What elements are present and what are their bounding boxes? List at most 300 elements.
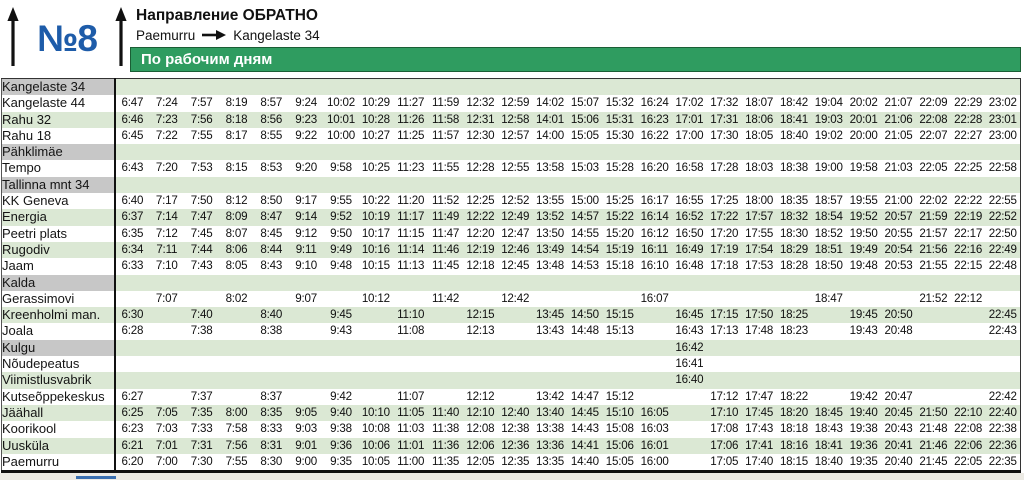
time-cell: 19:50	[846, 226, 881, 242]
time-cell	[602, 144, 637, 160]
time-cell: 8:06	[219, 242, 254, 258]
time-cell	[463, 79, 498, 96]
time-cell: 14:41	[567, 438, 602, 454]
table-row	[2, 128, 1021, 144]
time-cell	[846, 144, 881, 160]
time-cell: 6:30	[115, 307, 150, 323]
time-cell	[219, 307, 254, 323]
time-cell: 11:38	[428, 421, 463, 437]
time-cell: 7:35	[184, 405, 219, 421]
time-cell	[986, 79, 1021, 96]
time-cell: 9:52	[324, 209, 359, 225]
time-cell: 6:47	[115, 95, 150, 111]
time-cell	[289, 275, 324, 291]
up-arrow-icon	[6, 7, 20, 72]
time-cell: 12:30	[463, 128, 498, 144]
time-cell: 12:10	[463, 405, 498, 421]
table-row	[2, 438, 1021, 454]
time-cell: 14:48	[567, 323, 602, 339]
time-cell: 21:45	[916, 454, 951, 472]
time-cell	[951, 177, 986, 193]
time-cell	[986, 356, 1021, 372]
time-cell: 22:36	[986, 438, 1021, 454]
table-row	[2, 112, 1021, 128]
time-cell	[428, 356, 463, 372]
time-cell: 16:41	[672, 356, 707, 372]
time-cell	[463, 291, 498, 307]
time-cell: 14:54	[567, 242, 602, 258]
time-cell	[149, 177, 184, 193]
time-cell	[498, 323, 533, 339]
table-row	[2, 95, 1021, 111]
time-cell: 17:02	[672, 95, 707, 111]
time-cell	[498, 389, 533, 405]
time-cell: 12:46	[498, 242, 533, 258]
time-cell: 8:43	[254, 258, 289, 274]
time-cell: 12:32	[463, 95, 498, 111]
time-cell	[358, 372, 393, 388]
time-cell: 17:08	[707, 421, 742, 437]
time-cell	[637, 389, 672, 405]
table-row	[2, 226, 1021, 242]
time-cell: 22:35	[986, 454, 1021, 472]
time-cell: 14:43	[567, 421, 602, 437]
time-cell: 9:11	[289, 242, 324, 258]
time-cell	[742, 275, 777, 291]
time-cell: 15:05	[567, 128, 602, 144]
time-cell	[672, 421, 707, 437]
time-cell: 19:03	[811, 112, 846, 128]
time-cell	[602, 275, 637, 291]
time-cell: 7:44	[184, 242, 219, 258]
time-cell	[289, 307, 324, 323]
time-cell: 14:00	[533, 128, 568, 144]
time-cell: 7:56	[184, 112, 219, 128]
stop-name-cell: Viimistlusvabrik	[2, 372, 115, 388]
time-cell: 6:46	[115, 112, 150, 128]
time-cell: 16:49	[672, 242, 707, 258]
time-cell: 21:50	[916, 405, 951, 421]
time-cell	[219, 372, 254, 388]
time-cell: 18:22	[777, 389, 812, 405]
time-cell: 15:07	[567, 95, 602, 111]
time-cell: 11:14	[393, 242, 428, 258]
time-cell: 7:50	[184, 193, 219, 209]
time-cell	[428, 372, 463, 388]
time-cell: 18:35	[777, 193, 812, 209]
time-cell: 21:52	[916, 291, 951, 307]
time-cell: 12:36	[498, 438, 533, 454]
time-cell: 22:38	[986, 421, 1021, 437]
time-cell	[324, 356, 359, 372]
time-cell: 16:48	[672, 258, 707, 274]
time-cell	[916, 323, 951, 339]
time-cell: 17:13	[707, 323, 742, 339]
time-cell: 8:05	[219, 258, 254, 274]
time-cell: 11:45	[428, 258, 463, 274]
time-cell	[881, 356, 916, 372]
time-cell: 19:43	[846, 323, 881, 339]
time-cell: 15:08	[602, 421, 637, 437]
time-cell: 6:37	[115, 209, 150, 225]
time-cell	[951, 356, 986, 372]
time-cell: 17:05	[707, 454, 742, 472]
time-cell: 11:23	[393, 160, 428, 176]
time-cell	[986, 291, 1021, 307]
scan-edge	[0, 473, 1024, 480]
table-row	[2, 144, 1021, 160]
time-cell: 18:43	[811, 421, 846, 437]
time-cell	[707, 340, 742, 356]
stop-name-cell: Energia	[2, 209, 115, 225]
time-cell: 17:19	[707, 242, 742, 258]
time-cell: 15:28	[602, 160, 637, 176]
time-cell: 8:33	[254, 421, 289, 437]
time-cell: 10:19	[358, 209, 393, 225]
time-cell: 20:53	[881, 258, 916, 274]
time-cell	[115, 79, 150, 96]
time-cell	[986, 372, 1021, 388]
time-cell: 22:08	[916, 112, 951, 128]
working-days-banner: По рабочим дням	[130, 47, 1021, 72]
time-cell: 19:04	[811, 95, 846, 111]
time-cell: 12:49	[498, 209, 533, 225]
time-cell: 11:15	[393, 226, 428, 242]
time-cell: 18:25	[777, 307, 812, 323]
time-cell	[986, 340, 1021, 356]
time-cell: 13:50	[533, 226, 568, 242]
time-cell: 21:03	[881, 160, 916, 176]
time-cell	[602, 356, 637, 372]
time-cell: 17:12	[707, 389, 742, 405]
time-cell: 7:38	[184, 323, 219, 339]
time-cell: 6:21	[115, 438, 150, 454]
time-cell: 9:03	[289, 421, 324, 437]
time-cell: 21:48	[916, 421, 951, 437]
time-cell	[115, 340, 150, 356]
time-cell: 20:57	[881, 209, 916, 225]
table-row	[2, 340, 1021, 356]
time-cell: 21:00	[881, 193, 916, 209]
time-cell: 17:40	[742, 454, 777, 472]
time-cell: 19:40	[846, 405, 881, 421]
time-cell	[951, 372, 986, 388]
time-cell: 22:45	[986, 307, 1021, 323]
time-cell	[533, 177, 568, 193]
time-cell: 7:20	[149, 160, 184, 176]
time-cell: 12:06	[463, 438, 498, 454]
time-cell: 7:45	[184, 226, 219, 242]
time-cell	[184, 79, 219, 96]
up-arrow-icon	[114, 7, 128, 72]
time-cell: 9:01	[289, 438, 324, 454]
time-cell	[916, 372, 951, 388]
time-cell: 21:56	[916, 242, 951, 258]
time-cell: 14:55	[567, 226, 602, 242]
time-cell	[602, 340, 637, 356]
time-cell: 6:25	[115, 405, 150, 421]
time-cell: 22:29	[951, 95, 986, 111]
time-cell: 15:06	[602, 438, 637, 454]
table-row	[2, 307, 1021, 323]
time-cell	[149, 307, 184, 323]
time-cell: 11:01	[393, 438, 428, 454]
time-cell: 10:06	[358, 438, 393, 454]
time-cell: 18:28	[777, 258, 812, 274]
time-cell: 14:50	[567, 307, 602, 323]
time-cell	[393, 177, 428, 193]
time-cell: 17:47	[742, 389, 777, 405]
time-cell	[951, 389, 986, 405]
time-cell: 11:42	[428, 291, 463, 307]
time-cell	[393, 356, 428, 372]
time-cell: 9:24	[289, 95, 324, 111]
time-cell: 6:28	[115, 323, 150, 339]
time-cell: 11:10	[393, 307, 428, 323]
time-cell: 22:05	[951, 454, 986, 472]
time-cell: 8:07	[219, 226, 254, 242]
stop-name-cell: Pähklimäe	[2, 144, 115, 160]
time-cell: 23:01	[986, 112, 1021, 128]
stop-name-cell: Rahu 32	[2, 112, 115, 128]
time-cell	[881, 177, 916, 193]
time-cell: 17:32	[707, 95, 742, 111]
time-cell	[254, 340, 289, 356]
time-cell: 10:00	[324, 128, 359, 144]
time-cell	[777, 340, 812, 356]
stop-name-cell: Tallinna mnt 34	[2, 177, 115, 193]
time-cell	[358, 177, 393, 193]
time-cell: 9:14	[289, 209, 324, 225]
stop-name-cell: Kulgu	[2, 340, 115, 356]
time-cell	[393, 340, 428, 356]
time-cell: 17:45	[742, 405, 777, 421]
time-cell: 6:40	[115, 193, 150, 209]
time-cell: 19:52	[846, 209, 881, 225]
time-cell: 15:32	[602, 95, 637, 111]
time-cell	[149, 389, 184, 405]
time-cell: 22:48	[986, 258, 1021, 274]
stop-name-cell: Kreenholmi man.	[2, 307, 115, 323]
time-cell	[324, 144, 359, 160]
stop-name-cell: Joala	[2, 323, 115, 339]
time-cell: 20:55	[881, 226, 916, 242]
time-cell: 7:40	[184, 307, 219, 323]
time-cell: 7:53	[184, 160, 219, 176]
time-cell: 9:10	[289, 258, 324, 274]
time-cell: 9:43	[324, 323, 359, 339]
time-cell: 7:55	[219, 454, 254, 472]
time-cell	[672, 79, 707, 96]
time-cell: 19:48	[846, 258, 881, 274]
time-cell: 15:20	[602, 226, 637, 242]
time-cell	[324, 79, 359, 96]
table-row	[2, 275, 1021, 291]
time-cell: 12:38	[498, 421, 533, 437]
time-cell	[428, 275, 463, 291]
time-cell: 13:38	[533, 421, 568, 437]
time-cell	[358, 323, 393, 339]
time-cell: 19:00	[811, 160, 846, 176]
time-cell: 13:49	[533, 242, 568, 258]
time-cell: 17:57	[742, 209, 777, 225]
route-endpoints	[136, 28, 320, 43]
time-cell: 11:58	[428, 112, 463, 128]
time-cell	[811, 340, 846, 356]
time-cell	[742, 177, 777, 193]
time-cell	[428, 389, 463, 405]
time-cell	[149, 323, 184, 339]
time-cell	[951, 323, 986, 339]
time-cell: 16:55	[672, 193, 707, 209]
time-cell: 16:50	[672, 226, 707, 242]
time-cell: 12:08	[463, 421, 498, 437]
time-cell	[846, 340, 881, 356]
time-cell: 11:08	[393, 323, 428, 339]
time-cell: 10:05	[358, 454, 393, 472]
time-cell: 7:12	[149, 226, 184, 242]
time-cell	[115, 275, 150, 291]
time-cell: 11:03	[393, 421, 428, 437]
stop-name-cell: Jäähall	[2, 405, 115, 421]
time-cell	[742, 372, 777, 388]
time-cell	[289, 177, 324, 193]
time-cell	[986, 275, 1021, 291]
time-cell: 6:35	[115, 226, 150, 242]
time-cell: 11:36	[428, 438, 463, 454]
time-cell: 18:06	[742, 112, 777, 128]
time-cell	[289, 356, 324, 372]
time-cell	[916, 389, 951, 405]
time-cell: 7:31	[184, 438, 219, 454]
time-cell: 8:47	[254, 209, 289, 225]
time-cell: 23:00	[986, 128, 1021, 144]
time-cell	[115, 291, 150, 307]
time-cell	[742, 79, 777, 96]
time-cell: 18:40	[811, 454, 846, 472]
time-cell	[637, 79, 672, 96]
time-cell	[533, 79, 568, 96]
time-cell	[672, 291, 707, 307]
time-cell	[254, 79, 289, 96]
time-cell: 22:55	[986, 193, 1021, 209]
time-cell: 11:25	[393, 128, 428, 144]
time-cell: 8:53	[254, 160, 289, 176]
time-cell: 17:43	[742, 421, 777, 437]
timetable-body	[2, 79, 1021, 472]
stop-name-cell: Rugodiv	[2, 242, 115, 258]
time-cell: 10:12	[358, 291, 393, 307]
time-cell: 18:45	[811, 405, 846, 421]
time-cell: 21:06	[881, 112, 916, 128]
time-cell: 6:20	[115, 454, 150, 472]
time-cell: 22:09	[916, 95, 951, 111]
time-cell	[149, 340, 184, 356]
time-cell	[602, 372, 637, 388]
time-cell: 18:51	[811, 242, 846, 258]
time-cell: 8:09	[219, 209, 254, 225]
route-number-block	[6, 6, 128, 72]
time-cell	[637, 144, 672, 160]
time-cell: 16:00	[637, 454, 672, 472]
time-cell: 20:02	[846, 95, 881, 111]
time-cell: 10:01	[324, 112, 359, 128]
time-cell: 16:52	[672, 209, 707, 225]
time-cell: 7:24	[149, 95, 184, 111]
time-cell	[149, 144, 184, 160]
time-cell: 12:13	[463, 323, 498, 339]
time-cell	[811, 79, 846, 96]
time-cell: 7:55	[184, 128, 219, 144]
time-cell: 20:40	[881, 454, 916, 472]
time-cell: 19:36	[846, 438, 881, 454]
time-cell: 18:50	[811, 258, 846, 274]
table-row	[2, 79, 1021, 96]
time-cell: 19:42	[846, 389, 881, 405]
time-cell: 11:20	[393, 193, 428, 209]
time-cell: 18:54	[811, 209, 846, 225]
time-cell: 13:52	[533, 209, 568, 225]
time-cell: 22:40	[986, 405, 1021, 421]
header-titles	[136, 7, 320, 43]
stop-name-cell: Kangelaste 34	[2, 79, 115, 96]
time-cell: 17:00	[672, 128, 707, 144]
time-cell: 14:57	[567, 209, 602, 225]
time-cell: 15:00	[567, 193, 602, 209]
table-row	[2, 389, 1021, 405]
time-cell	[254, 144, 289, 160]
time-cell: 15:18	[602, 258, 637, 274]
time-cell: 13:55	[533, 193, 568, 209]
time-cell	[149, 275, 184, 291]
time-cell	[777, 79, 812, 96]
time-cell	[777, 177, 812, 193]
time-cell: 21:59	[916, 209, 951, 225]
time-cell	[219, 389, 254, 405]
time-cell: 8:45	[254, 226, 289, 242]
time-cell: 22:28	[951, 112, 986, 128]
time-cell	[742, 340, 777, 356]
time-cell: 19:45	[846, 307, 881, 323]
time-cell	[358, 356, 393, 372]
time-cell	[951, 79, 986, 96]
time-cell: 12:12	[463, 389, 498, 405]
time-cell	[219, 79, 254, 96]
time-cell	[811, 177, 846, 193]
time-cell	[463, 340, 498, 356]
time-cell: 21:57	[916, 226, 951, 242]
time-cell: 14:45	[567, 405, 602, 421]
time-cell: 11:26	[393, 112, 428, 128]
time-cell: 7:00	[149, 454, 184, 472]
time-cell	[707, 275, 742, 291]
time-cell: 12:28	[463, 160, 498, 176]
time-cell: 11:46	[428, 242, 463, 258]
time-cell: 22:15	[951, 258, 986, 274]
table-row	[2, 356, 1021, 372]
time-cell: 11:00	[393, 454, 428, 472]
time-cell	[289, 340, 324, 356]
time-cell: 8:15	[219, 160, 254, 176]
time-cell: 10:29	[358, 95, 393, 111]
time-cell	[184, 291, 219, 307]
time-cell	[533, 356, 568, 372]
time-cell: 11:27	[393, 95, 428, 111]
time-cell	[986, 144, 1021, 160]
time-cell	[358, 79, 393, 96]
time-cell: 7:03	[149, 421, 184, 437]
time-cell: 18:15	[777, 454, 812, 472]
